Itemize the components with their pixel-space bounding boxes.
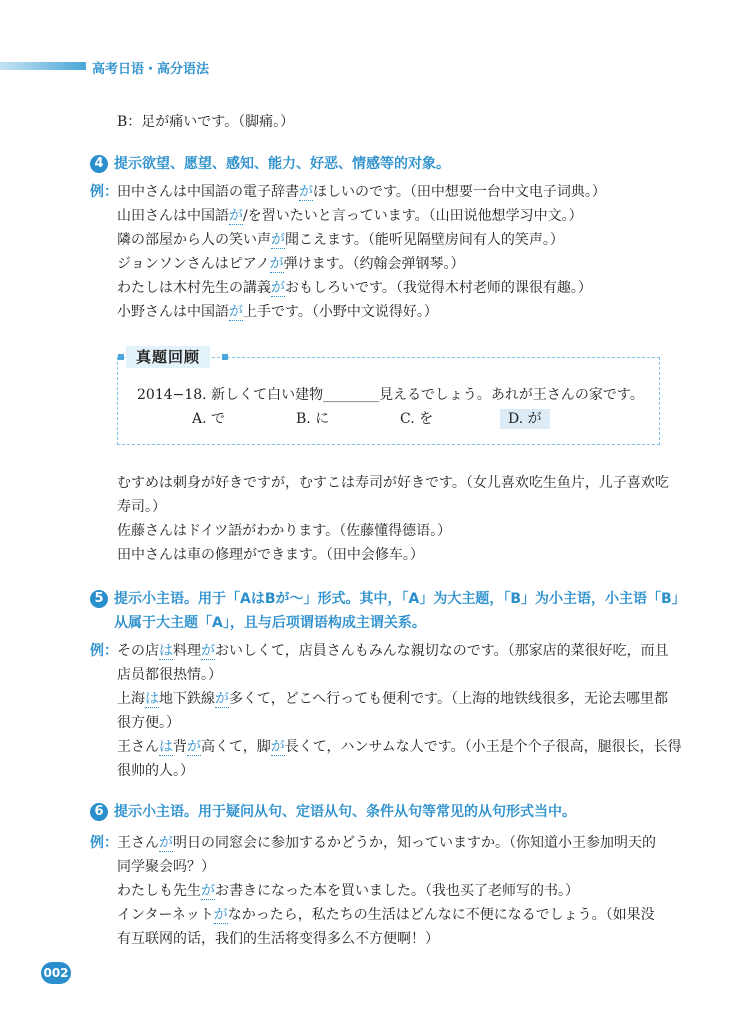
- review-title-square-left: [118, 354, 124, 360]
- header-accent-bar: [0, 62, 86, 70]
- example-line: 田中さんは中国語の電子辞書がほしいのです。（田中想要一台中文电子词典。）: [117, 184, 606, 200]
- section-4-heading: [90, 153, 450, 175]
- section-6-heading: [90, 801, 576, 823]
- example-line: 山田さんは中国語が/を習いたいと言っています。（山田说他想学习中文。）: [117, 208, 583, 224]
- example-line: その店は料理がおいしくて，店員さんもみんな親切なのです。（那家店的菜很好吃，而且: [117, 643, 669, 659]
- example-label: 例：: [90, 835, 118, 851]
- page-number: 002: [41, 962, 71, 984]
- review-title-square-right: [222, 354, 228, 360]
- section-5-title-line1: 提示小主语。用于「AはBが～」形式。其中，「A」为大主题，「B」为小主语，小主语「B」: [114, 591, 686, 607]
- example-label: 例：: [90, 184, 118, 200]
- review-option-d-answer: D. が: [500, 409, 550, 429]
- example-line: 有互联网的话，我们的生活将变得多么不方便啊！）: [117, 931, 439, 947]
- example-line: わたしは木村先生の講義がおもしろいです。（我觉得木村老师的课很有趣。）: [117, 280, 592, 296]
- intro-line: B：足が痛いです。（脚痛。）: [117, 114, 295, 130]
- section-5-title-line2: 从属于大主题「A」，且与后项谓语构成主谓关系。: [114, 615, 426, 631]
- review-title: 真题回顾: [126, 346, 210, 368]
- review-option-c: C. を: [400, 411, 434, 427]
- example-line: 同学聚会吗？）: [117, 859, 215, 875]
- section-4-title: 提示欲望、愿望、感知、能力、好恶、情感等的对象。: [114, 156, 450, 172]
- example-line: 小野さんは中国語が上手です。（小野中文说得好。）: [117, 304, 438, 320]
- example-line: 很帅的人。）: [117, 763, 194, 779]
- section-5-heading: [90, 588, 686, 610]
- example-line: ジョンソンさんはピアノが弾けます。（约翰会弹钢琴。）: [117, 256, 465, 272]
- review-option-a: A. で: [192, 411, 226, 427]
- example-line: 王さんが明日の同窓会に参加するかどうか，知っていますか。（你知道小王参加明天的: [117, 835, 656, 851]
- review-question: 2014−18. 新しくて白い建物________見えるでしょう。あれが王さんの家です。: [137, 387, 644, 403]
- example-line: 王さんは背が高くて，脚が長くて，ハンサムな人です。（小王是个个子很高，腿很长，长得: [117, 739, 682, 755]
- example-line: わたしも先生がお書きになった本を買いました。（我也买了老师写的书。）: [117, 883, 579, 899]
- example-label: 例：: [90, 643, 118, 659]
- section-6-title: 提示小主语。用于疑问从句、定语从句、条件从句等常见的从句形式当中。: [114, 804, 576, 820]
- example-line: 很方便。）: [117, 715, 180, 731]
- section-4-number: 4: [90, 155, 108, 173]
- text-line: 寿司。）: [117, 499, 166, 515]
- text-line: 田中さんは車の修理ができます。（田中会修车。）: [117, 547, 424, 563]
- text-line: 佐藤さんはドイツ語がわかります。（佐藤懂得德语。）: [117, 523, 452, 539]
- text-line: むすめは刺身が好きですが，むすこは寿司が好きです。（女儿喜欢吃生鱼片，儿子喜欢吃: [117, 475, 669, 491]
- example-line: 隣の部屋から人の笑い声が聞こえます。（能听见隔壁房间有人的笑声。）: [117, 232, 564, 248]
- example-line: インターネットがなかったら，私たちの生活はどんなに不便になるでしょう。（如果没: [117, 907, 655, 923]
- section-5-number: 5: [90, 590, 108, 608]
- example-line: 店员都很热情。）: [117, 667, 222, 683]
- running-header: 高考日语・高分语法: [92, 62, 210, 77]
- section-6-number: 6: [90, 803, 108, 821]
- example-line: 上海は地下鉄線が多くて，どこへ行っても便利です。（上海的地铁线很多，无论去哪里都: [117, 691, 669, 707]
- review-option-b: B. に: [296, 411, 330, 427]
